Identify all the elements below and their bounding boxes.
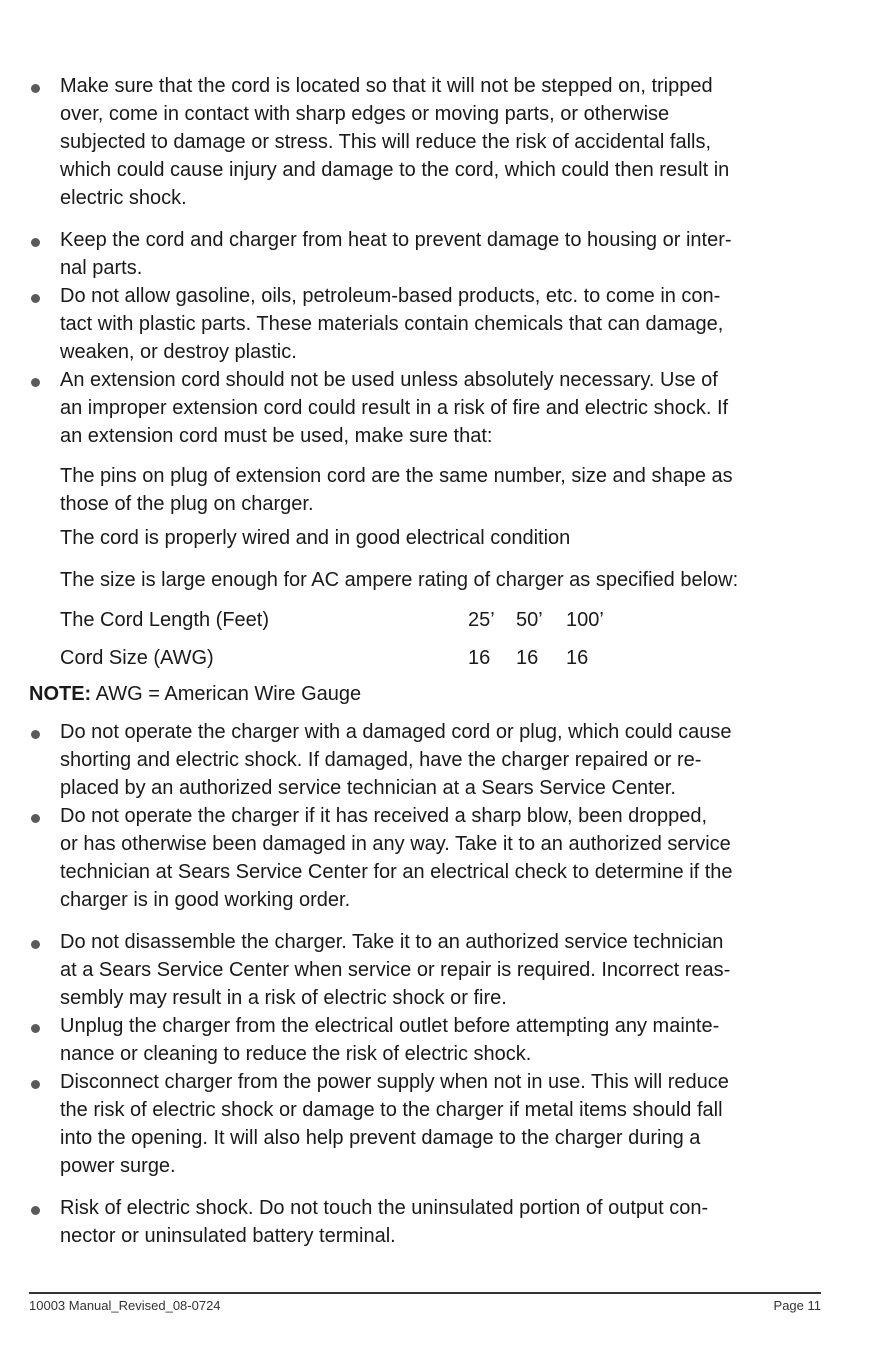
bullet-dot (31, 730, 40, 739)
text-line: An extension cord should not be used unless absolutely necessary. Use of (60, 369, 718, 391)
bullet-dot (31, 1206, 40, 1215)
bullet-item (60, 1068, 820, 1180)
cord-value: 16 (468, 647, 491, 669)
text-line: an improper extension cord could result in a risk of fire and electric shock. If (60, 397, 729, 419)
cord-value: 16 (566, 647, 589, 669)
text-line: Do not allow gasoline, oils, petroleum-based products, etc. to come in con- (60, 285, 721, 307)
text-line: over, come in contact with sharp edges or moving parts, or otherwise (60, 103, 670, 125)
cord-value: 100’ (566, 609, 604, 631)
footer-doc-id: 10003 Manual_Revised_08-0724 (29, 1298, 221, 1313)
text-line: Do not operate the charger if it has received a sharp blow, been dropped, (60, 805, 708, 827)
bullet-dot (31, 1024, 40, 1033)
text-line: nance or cleaning to reduce the risk of electric shock. (60, 1043, 532, 1065)
cord-length-row (60, 606, 820, 634)
text-line: The cord is properly wired and in good electrical condition (60, 527, 571, 549)
text-line: subjected to damage or stress. This will reduce the risk of accidental falls, (60, 131, 712, 153)
text-line: those of the plug on charger. (60, 493, 314, 515)
bullet-dot (31, 1080, 40, 1089)
cord-length-label: The Cord Length (Feet) (60, 609, 269, 631)
text-line: The pins on plug of extension cord are the same number, size and shape as (60, 465, 733, 487)
note-label: NOTE: (29, 683, 92, 705)
text-line: power surge. (60, 1155, 176, 1177)
bullet-item (60, 928, 820, 1012)
text-line: Keep the cord and charger from heat to prevent damage to housing or inter- (60, 229, 732, 251)
extension-point (60, 462, 820, 518)
text-line: charger is in good working order. (60, 889, 351, 911)
text-line: tact with plastic parts. These materials contain chemicals that can damage, (60, 313, 724, 335)
bullet-item (60, 802, 820, 914)
text-line: or has otherwise been damaged in any way. Take it to an authorized service (60, 833, 731, 855)
text-line: placed by an authorized service technician at a Sears Service Center. (60, 777, 676, 799)
text-line: sembly may result in a risk of electric shock or fire. (60, 987, 507, 1009)
bullet-dot (31, 378, 40, 387)
text-line: The size is large enough for AC ampere rating of charger as specified below: (60, 569, 739, 591)
cord-value: 25’ (468, 609, 495, 631)
page-number: Page 11 (773, 1298, 821, 1313)
text-line: which could cause injury and damage to the cord, which could then result in (60, 159, 730, 181)
text-line: weaken, or destroy plastic. (60, 341, 297, 363)
text-line: Risk of electric shock. Do not touch the uninsulated portion of output con- (60, 1197, 709, 1219)
bullet-item (60, 1194, 820, 1250)
text-line: at a Sears Service Center when service or repair is required. Incorrect reas- (60, 959, 731, 981)
text-line: technician at Sears Service Center for an electrical check to determine if the (60, 861, 733, 883)
bullet-item (60, 718, 820, 802)
text-line: electric shock. (60, 187, 187, 209)
bullet-item (60, 282, 820, 366)
text-line: nal parts. (60, 257, 143, 279)
bullet-item (60, 366, 820, 450)
text-line: into the opening. It will also help prevent damage to the charger during a (60, 1127, 701, 1149)
bullet-item (60, 72, 820, 212)
bullet-dot (31, 940, 40, 949)
cord-size-row (60, 644, 820, 672)
cord-value: 16 (516, 647, 539, 669)
bullet-dot (31, 814, 40, 823)
text-line: Do not disassemble the charger. Take it to an authorized service technician (60, 931, 724, 953)
extension-point (60, 566, 820, 594)
text-line: shorting and electric shock. If damaged, have the charger repaired or re- (60, 749, 702, 771)
text-line: Make sure that the cord is located so that it will not be stepped on, tripped (60, 75, 713, 97)
text-line: Unplug the charger from the electrical outlet before attempting any mainte- (60, 1015, 720, 1037)
bullet-item (60, 1012, 820, 1068)
text-line: the risk of electric shock or damage to the charger if metal items should fall (60, 1099, 723, 1121)
note-text: AWG = American Wire Gauge (91, 683, 362, 705)
bullet-dot (31, 238, 40, 247)
note (29, 680, 361, 708)
extension-point (60, 524, 820, 552)
footer-rule (29, 1292, 821, 1294)
text-line: Disconnect charger from the power supply when not in use. This will reduce (60, 1071, 729, 1093)
cord-value: 50’ (516, 609, 543, 631)
bullet-dot (31, 84, 40, 93)
bullet-item (60, 226, 820, 282)
text-line: an extension cord must be used, make sure that: (60, 425, 493, 447)
text-line: Do not operate the charger with a damaged cord or plug, which could cause (60, 721, 732, 743)
cord-size-label: Cord Size (AWG) (60, 647, 214, 669)
text-line: nector or uninsulated battery terminal. (60, 1225, 396, 1247)
bullet-dot (31, 294, 40, 303)
